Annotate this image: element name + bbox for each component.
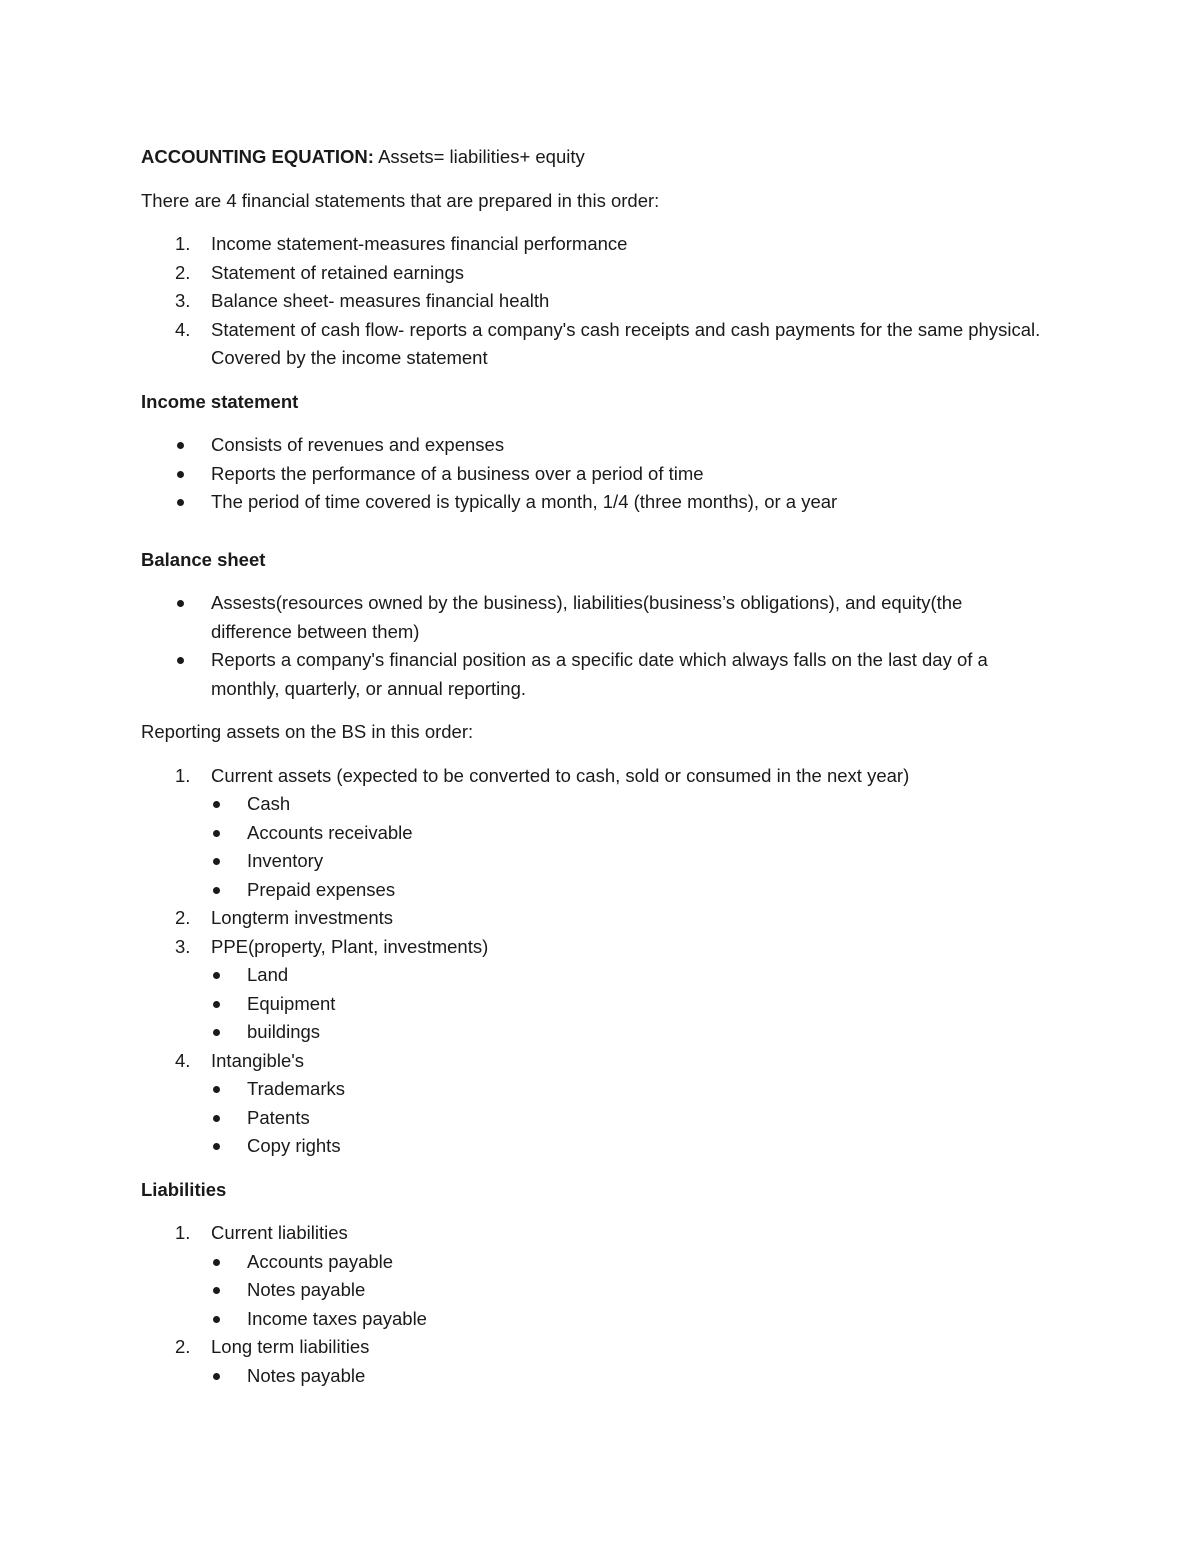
list-item — [141, 904, 1041, 933]
list-text: Consists of revenues and expenses — [211, 434, 505, 455]
list-text: Reports a company's financial position as a specific date which always falls on the last day of a monthly, quarterly, or annual reporting. — [211, 649, 988, 699]
bullet-icon — [177, 442, 184, 449]
list-text: Current liabilities — [211, 1222, 348, 1243]
list-text: Land — [247, 964, 289, 985]
list-number: 2. — [175, 1336, 191, 1357]
list-text: Reports the performance of a business over a period of time — [211, 462, 704, 484]
list-text: Long term liabilities — [211, 1336, 370, 1357]
balance-sheet-heading: Balance sheet — [141, 548, 266, 570]
sub-list-item — [141, 819, 1041, 848]
sub-list-item — [141, 847, 1041, 876]
sub-list-item — [141, 790, 1041, 819]
income-statement-bullets — [141, 431, 1041, 517]
list-text: Patents — [247, 1106, 310, 1128]
bullet-icon — [177, 600, 184, 607]
sub-list-item — [141, 990, 1041, 1019]
list-text: Statement of cash flow- reports a company's cash receipts and cash payments for the same physical. Covered by the income statement — [211, 318, 1041, 368]
list-text: Notes payable — [247, 1279, 366, 1300]
list-text: Longterm investments — [211, 907, 394, 928]
bullet-icon — [213, 972, 220, 979]
bullet-icon — [213, 1143, 220, 1150]
bullet-icon — [213, 1316, 220, 1323]
list-item — [141, 762, 1041, 791]
bullet-icon — [213, 1259, 220, 1266]
list-number: 4. — [175, 1049, 191, 1071]
list-text: Copy rights — [247, 1135, 341, 1156]
bullet-icon — [213, 1086, 220, 1093]
list-item — [141, 589, 1041, 646]
list-item — [141, 933, 1041, 962]
bullet-icon — [213, 1373, 220, 1380]
list-text: Assests(resources owned by the business), liabilities(business’s obligations), and equity(the difference between them) — [211, 592, 963, 642]
list-text: Accounts receivable — [247, 821, 413, 843]
list-text: Inventory — [247, 850, 324, 871]
list-item — [141, 316, 1041, 373]
sub-list-item — [141, 1248, 1041, 1277]
bullet-icon — [177, 499, 184, 506]
list-text: Trademarks — [247, 1078, 346, 1099]
list-text: Income statement-measures financial performance — [211, 233, 628, 254]
bullet-icon — [177, 657, 184, 664]
list-text: PPE(property, Plant, investments) — [211, 935, 489, 957]
accounting-equation — [141, 143, 1041, 172]
list-item — [141, 1047, 1041, 1076]
income-statement-heading: Income statement — [141, 390, 299, 412]
list-text: Intangible's — [211, 1049, 305, 1071]
list-number: 2. — [175, 261, 191, 283]
list-text: Accounts payable — [247, 1250, 394, 1272]
list-text: buildings — [247, 1021, 321, 1042]
sub-list-item — [141, 1104, 1041, 1133]
list-item — [141, 1219, 1041, 1248]
list-number: 1. — [175, 764, 191, 786]
list-text: Current assets (expected to be converted to cash, sold or consumed in the next year) — [211, 764, 910, 786]
bullet-icon — [213, 1029, 220, 1036]
list-number: 2. — [175, 907, 191, 928]
statements-intro: There are 4 financial statements that are prepared in this order: — [141, 189, 660, 211]
list-item — [141, 287, 1041, 316]
sub-list-item — [141, 1305, 1041, 1334]
bullet-icon — [213, 858, 220, 865]
liabilities-list — [141, 1219, 1041, 1390]
list-number: 1. — [175, 1222, 191, 1243]
bullet-icon — [213, 887, 220, 894]
list-number: 4. — [175, 318, 191, 340]
list-item — [141, 646, 1041, 703]
list-item — [141, 460, 1041, 489]
sub-list-item — [141, 1276, 1041, 1305]
liabilities-heading: Liabilities — [141, 1178, 227, 1200]
list-text: Equipment — [247, 992, 336, 1014]
list-item — [141, 1333, 1041, 1362]
sub-list-item — [141, 1018, 1041, 1047]
sub-list-item — [141, 1132, 1041, 1161]
list-text: Balance sheet- measures financial health — [211, 290, 550, 311]
sub-list-item — [141, 1075, 1041, 1104]
list-number: 1. — [175, 233, 191, 254]
list-text: Income taxes payable — [247, 1307, 427, 1329]
equation-label: ACCOUNTING EQUATION: — [141, 146, 374, 167]
list-number: 3. — [175, 290, 191, 311]
statements-list — [141, 230, 1041, 373]
list-text: Statement of retained earnings — [211, 261, 464, 283]
list-item — [141, 259, 1041, 288]
sub-list-item — [141, 961, 1041, 990]
balance-sheet-bullets — [141, 589, 1041, 703]
list-text: Notes payable — [247, 1364, 366, 1386]
bullet-icon — [213, 1287, 220, 1294]
bullet-icon — [213, 1001, 220, 1008]
list-text: Prepaid expenses — [247, 878, 396, 900]
bullet-icon — [213, 830, 220, 837]
bullet-icon — [177, 471, 184, 478]
equation-text: Assets= liabilities+ equity — [373, 146, 585, 167]
list-item — [141, 431, 1041, 460]
list-text: Cash — [247, 793, 291, 814]
reporting-intro: Reporting assets on the BS in this order: — [141, 721, 474, 742]
list-text: The period of time covered is typically a month, 1/4 (three months), or a year — [211, 491, 838, 512]
sub-list-item — [141, 1362, 1041, 1391]
document-body — [141, 143, 1041, 1405]
sub-list-item — [141, 876, 1041, 905]
list-item — [141, 488, 1041, 517]
reporting-assets-list — [141, 762, 1041, 1161]
list-item — [141, 230, 1041, 259]
list-number: 3. — [175, 935, 191, 957]
bullet-icon — [213, 801, 220, 808]
bullet-icon — [213, 1115, 220, 1122]
